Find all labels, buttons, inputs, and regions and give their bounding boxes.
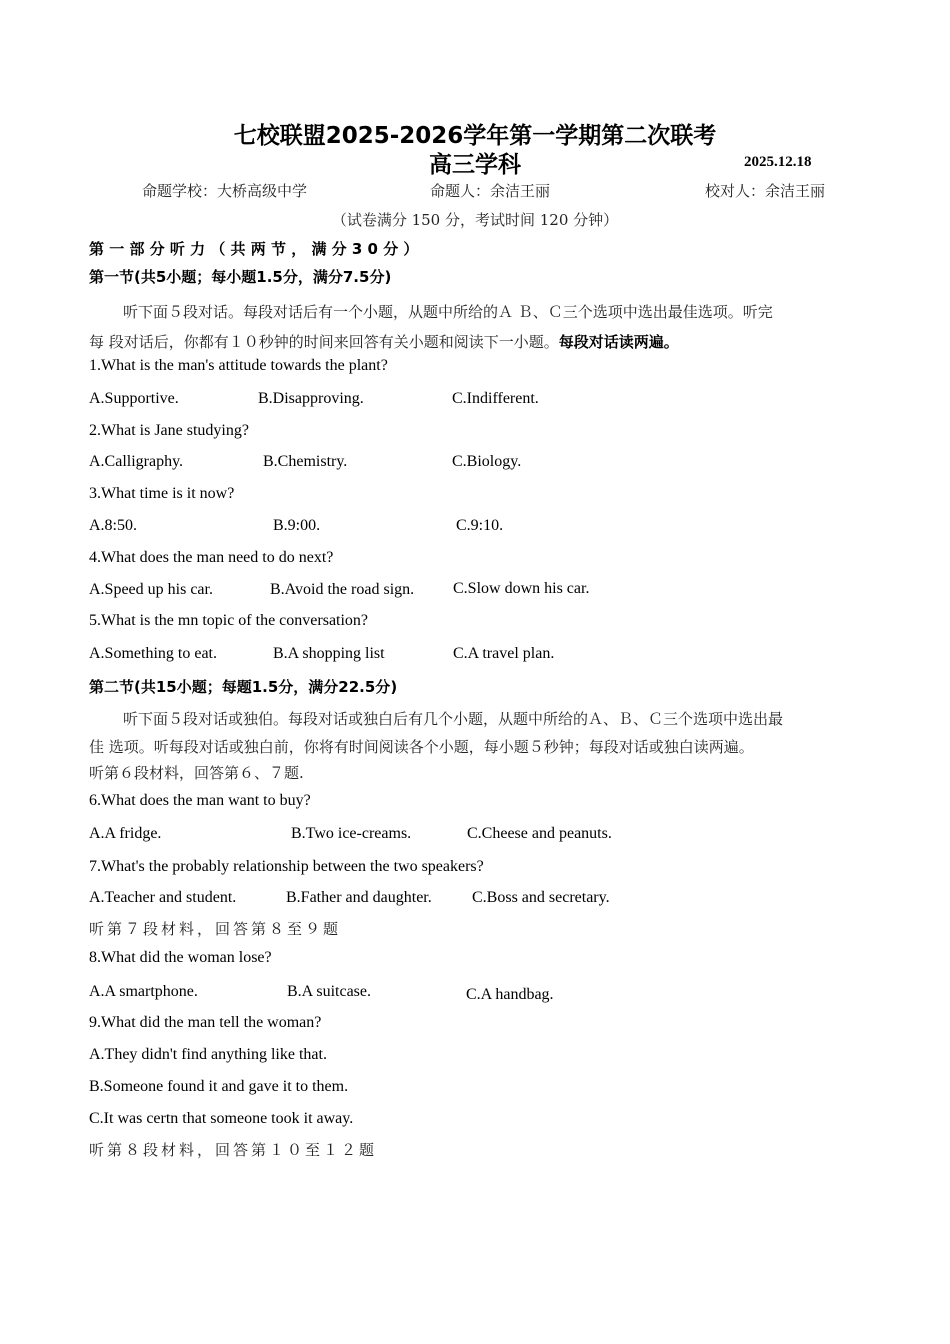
q9-option-c: C.It was certn that someone took it away. xyxy=(89,1110,354,1127)
q5-option-a: A.Something to eat. xyxy=(89,645,217,662)
q3-option-a: A.8:50. xyxy=(89,517,137,534)
material-8-note: 听第８段材料，回答第１０至１２题 xyxy=(89,1141,378,1159)
section-two-title: 第二节(共15小题；每题1.5分，满分22.5分) xyxy=(89,678,398,696)
q7-option-c: C.Boss and secretary. xyxy=(472,889,610,906)
question-9: 9.What did the man tell the woman? xyxy=(89,1014,322,1031)
q3-option-c: C.9:10. xyxy=(456,517,504,534)
q8-option-b: B.A suitcase. xyxy=(287,983,371,1000)
q1-option-b: B.Disapproving. xyxy=(258,390,364,407)
q8-option-a: A.A smartphone. xyxy=(89,983,198,1000)
q7-option-b: B.Father and daughter. xyxy=(286,889,432,906)
q2-option-c: C.Biology. xyxy=(452,453,522,470)
exam-title: 七校联盟2025-2026学年第一学期第二次联考 xyxy=(233,123,717,149)
question-7: 7.What's the probably relationship between the two speakers? xyxy=(89,858,484,875)
q6-option-b: B.Two ice-creams. xyxy=(291,825,412,842)
q1-option-a: A.Supportive. xyxy=(89,390,179,407)
q2-option-b: B.Chemistry. xyxy=(263,453,348,470)
exam-subject: 高三学科 xyxy=(429,152,521,178)
q6-option-c: C.Cheese and peanuts. xyxy=(467,825,612,842)
question-5: 5.What is the mn topic of the conversation? xyxy=(89,612,369,629)
question-1: 1.What is the man's attitude towards the plant? xyxy=(89,357,388,374)
question-4: 4.What does the man need to do next? xyxy=(89,549,334,566)
q9-option-b: B.Someone found it and gave it to them. xyxy=(89,1078,349,1095)
q4-option-a: A.Speed up his car. xyxy=(89,581,213,598)
q4-option-b: B.Avoid the road sign. xyxy=(270,581,415,598)
q6-option-a: A.A fridge. xyxy=(89,825,162,842)
material-6-note: 听第６段材料，回答第６、７题. xyxy=(89,764,304,782)
exam-info: （试卷满分 150 分，考试时间 120 分钟） xyxy=(331,211,619,229)
question-3: 3.What time is it now? xyxy=(89,485,235,502)
q4-option-c: C.Slow down his car. xyxy=(453,580,590,597)
section-one-instructions: 听下面５段对话。每段对话后有一个小题，从题中所给的Ａ Ｂ、Ｃ三个选项中选出最佳选项。听完 xyxy=(123,303,773,321)
q5-option-c: C.A travel plan. xyxy=(453,645,555,662)
proofreader: 校对人：余洁王丽 xyxy=(705,182,826,200)
question-6: 6.What does the man want to buy? xyxy=(89,792,311,809)
read-twice-note: 每段对话读两遍。 xyxy=(558,333,679,351)
section-two-instructions-cont: 佳 选项。听每段对话或独白前，你将有时间阅读各个小题，每小题５秒钟；每段对话或独白读两遍。 xyxy=(89,738,754,756)
q1-option-c: C.Indifferent. xyxy=(452,390,539,407)
q8-option-c: C.A handbag. xyxy=(466,986,554,1003)
section-two-instructions: 听下面５段对话或独伯。每段对话或独白后有几个小题，从题中所给的Ａ、Ｂ、Ｃ三个选项中选出最 xyxy=(123,710,784,728)
material-7-note: 听第７段材料，回答第８至９题 xyxy=(89,920,342,938)
q9-option-a: A.They didn't find anything like that. xyxy=(89,1046,327,1063)
part-one-title: 第 一 部 分 听 力 （ 共 两 节 ， 满 分 3 0 分 ） xyxy=(89,240,419,258)
question-author: 命题人：余洁王丽 xyxy=(430,182,551,200)
question-8: 8.What did the woman lose? xyxy=(89,949,272,966)
q2-option-a: A.Calligraphy. xyxy=(89,453,184,470)
q3-option-b: B.9:00. xyxy=(273,517,321,534)
q7-option-a: A.Teacher and student. xyxy=(89,889,237,906)
setting-school: 命题学校：大桥高级中学 xyxy=(142,182,308,200)
section-one-instructions-cont: 每 段对话后，你都有１０秒钟的时间来回答有关小题和阅读下一小题。每段对话读两遍。 xyxy=(89,333,679,351)
question-2: 2.What is Jane studying? xyxy=(89,422,249,439)
exam-date: 2025.12.18 xyxy=(744,154,812,170)
section-one-title: 第一节(共5小题；每小题1.5分，满分7.5分) xyxy=(89,268,392,286)
q5-option-b: B.A shopping list xyxy=(273,645,385,662)
